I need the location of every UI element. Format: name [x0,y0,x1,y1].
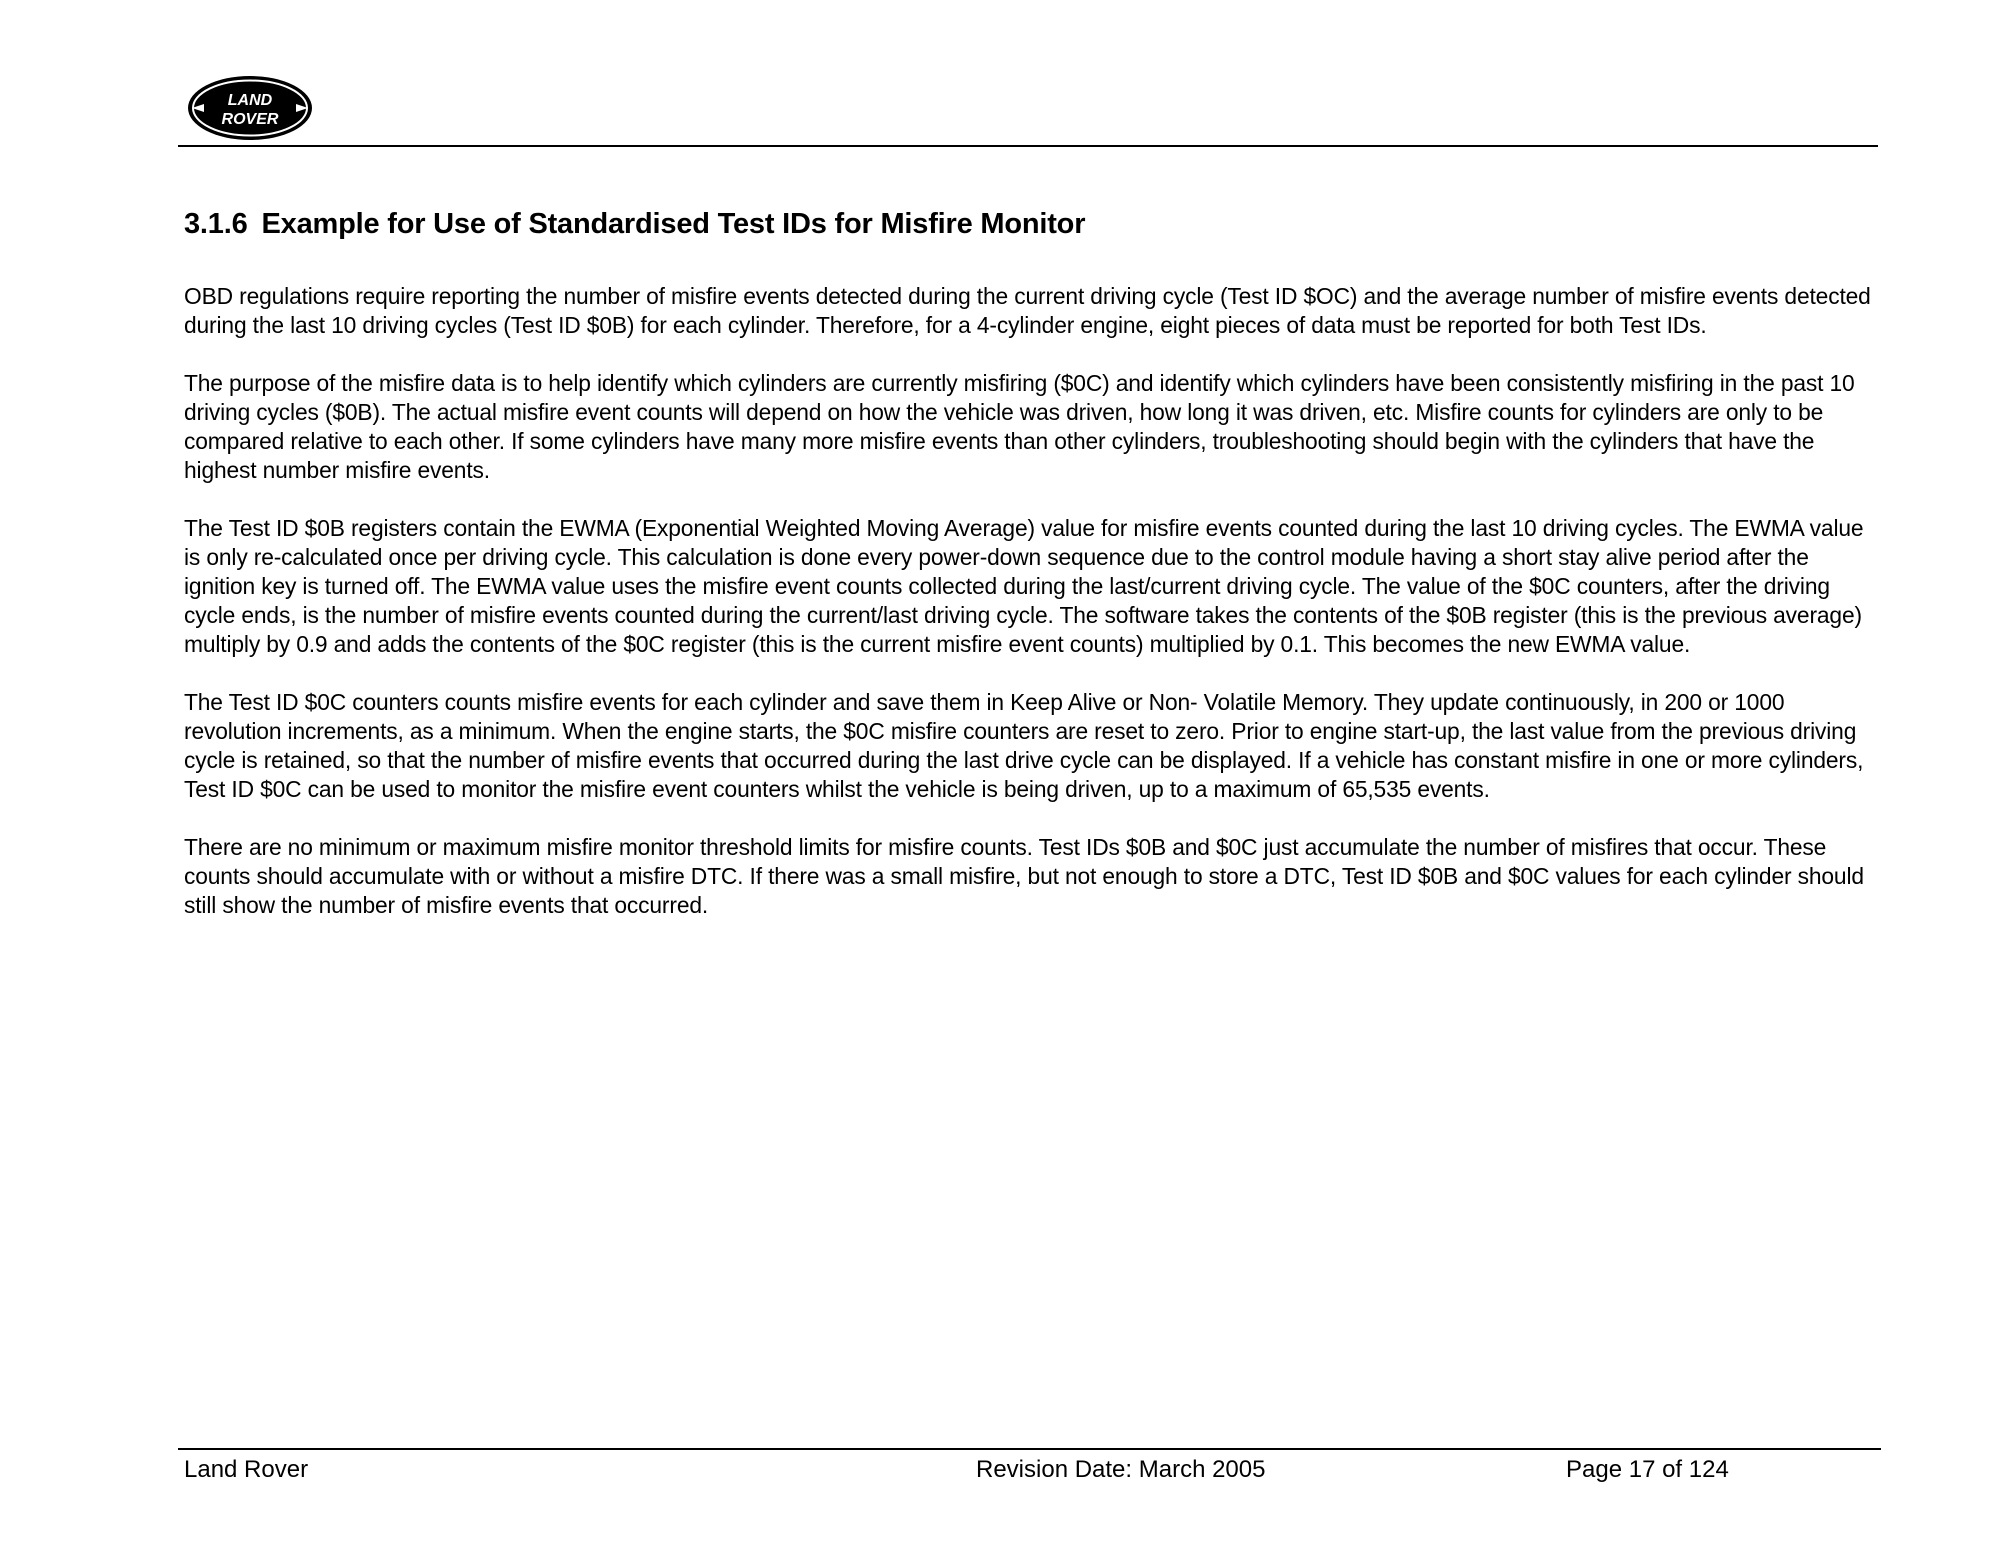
paragraph-3: The Test ID $0B registers contain the EWMA (Exponential Weighted Moving Average) value for misfire events counted during the last 10 driving cycles. The EWMA value is only re-calculated once per driving cycle. This calculation is done every power-down sequence due to the control module having a short stay alive period after the ignition key is turned off. The EWMA value uses the misfire event counts collected during the last/current driving cycle. The value of the $0C counters, after the driving cycle ends, is the number of misfire events counted during the current/last driving cycle. The software takes the contents of the $0B register (this is the previous average) multiply by 0.9 and adds the contents of the $0C register (this is the current misfire event counts) multiplied by 0.1. This becomes the new EWMA value. [184,515,1864,657]
footer-company: Land Rover [184,1456,309,1483]
section-number: 3.1.6 [184,208,248,240]
footer-rule [178,1448,1881,1450]
section-heading [184,208,1085,241]
body-text [184,282,1874,949]
section-title: Example for Use of Standardised Test IDs for Misfire Monitor [261,208,1086,240]
footer-page-number: Page 17 of 124 [1566,1456,1729,1483]
footer-revision-date: Revision Date: March 2005 [976,1456,1266,1483]
logo-text-land: LAND [227,92,273,109]
paragraph-2: The purpose of the misfire data is to help identify which cylinders are currently misfiring ($0C) and identify which cylinders have been consistently misfiring in the past 10 driving cycles ($0B). The actual misfire event counts will depend on how the vehicle was driven, how long it was driven, etc. Misfire counts for cylinders are only to be compared relative to each other. If some cylinders have many more misfire events than other cylinders, troubleshooting should begin with the cylinders that have the highest number misfire events. [184,370,1855,483]
paragraph-4: The Test ID $0C counters counts misfire events for each cylinder and save them in Keep Alive or Non- Volatile Memory. They update continuously, in 200 or 1000 revolution increments, as a minimum. When the engine starts, the $0C misfire counters are reset to zero. Prior to engine start-up, the last value from the previous driving cycle is retained, so that the number of misfire events that occurred during the last drive cycle can be displayed. If a vehicle has constant misfire in one or more cylinders, Test ID $0C can be used to monitor the misfire event counters whilst the vehicle is being driven, up to a maximum of 65,535 events. [184,689,1864,802]
header-rule [178,145,1878,147]
logo-text-rover: ROVER [221,111,279,128]
paragraph-5: There are no minimum or maximum misfire monitor threshold limits for misfire counts. Test IDs $0B and $0C just accumulate the number of misfires that occur. These counts should accumulate with or without a misfire DTC. If there was a small misfire, but not enough to store a DTC, Test ID $0B and $0C values for each cylinder should still show the number of misfire events that occurred. [184,834,1864,918]
land-rover-logo [186,74,314,142]
paragraph-1: OBD regulations require reporting the number of misfire events detected during the current driving cycle (Test ID $OC) and the average number of misfire events detected during the last 10 driving cycles (Test ID $0B) for each cylinder. Therefore, for a 4-cylinder engine, eight pieces of data must be reported for both Test IDs. [184,283,1871,338]
